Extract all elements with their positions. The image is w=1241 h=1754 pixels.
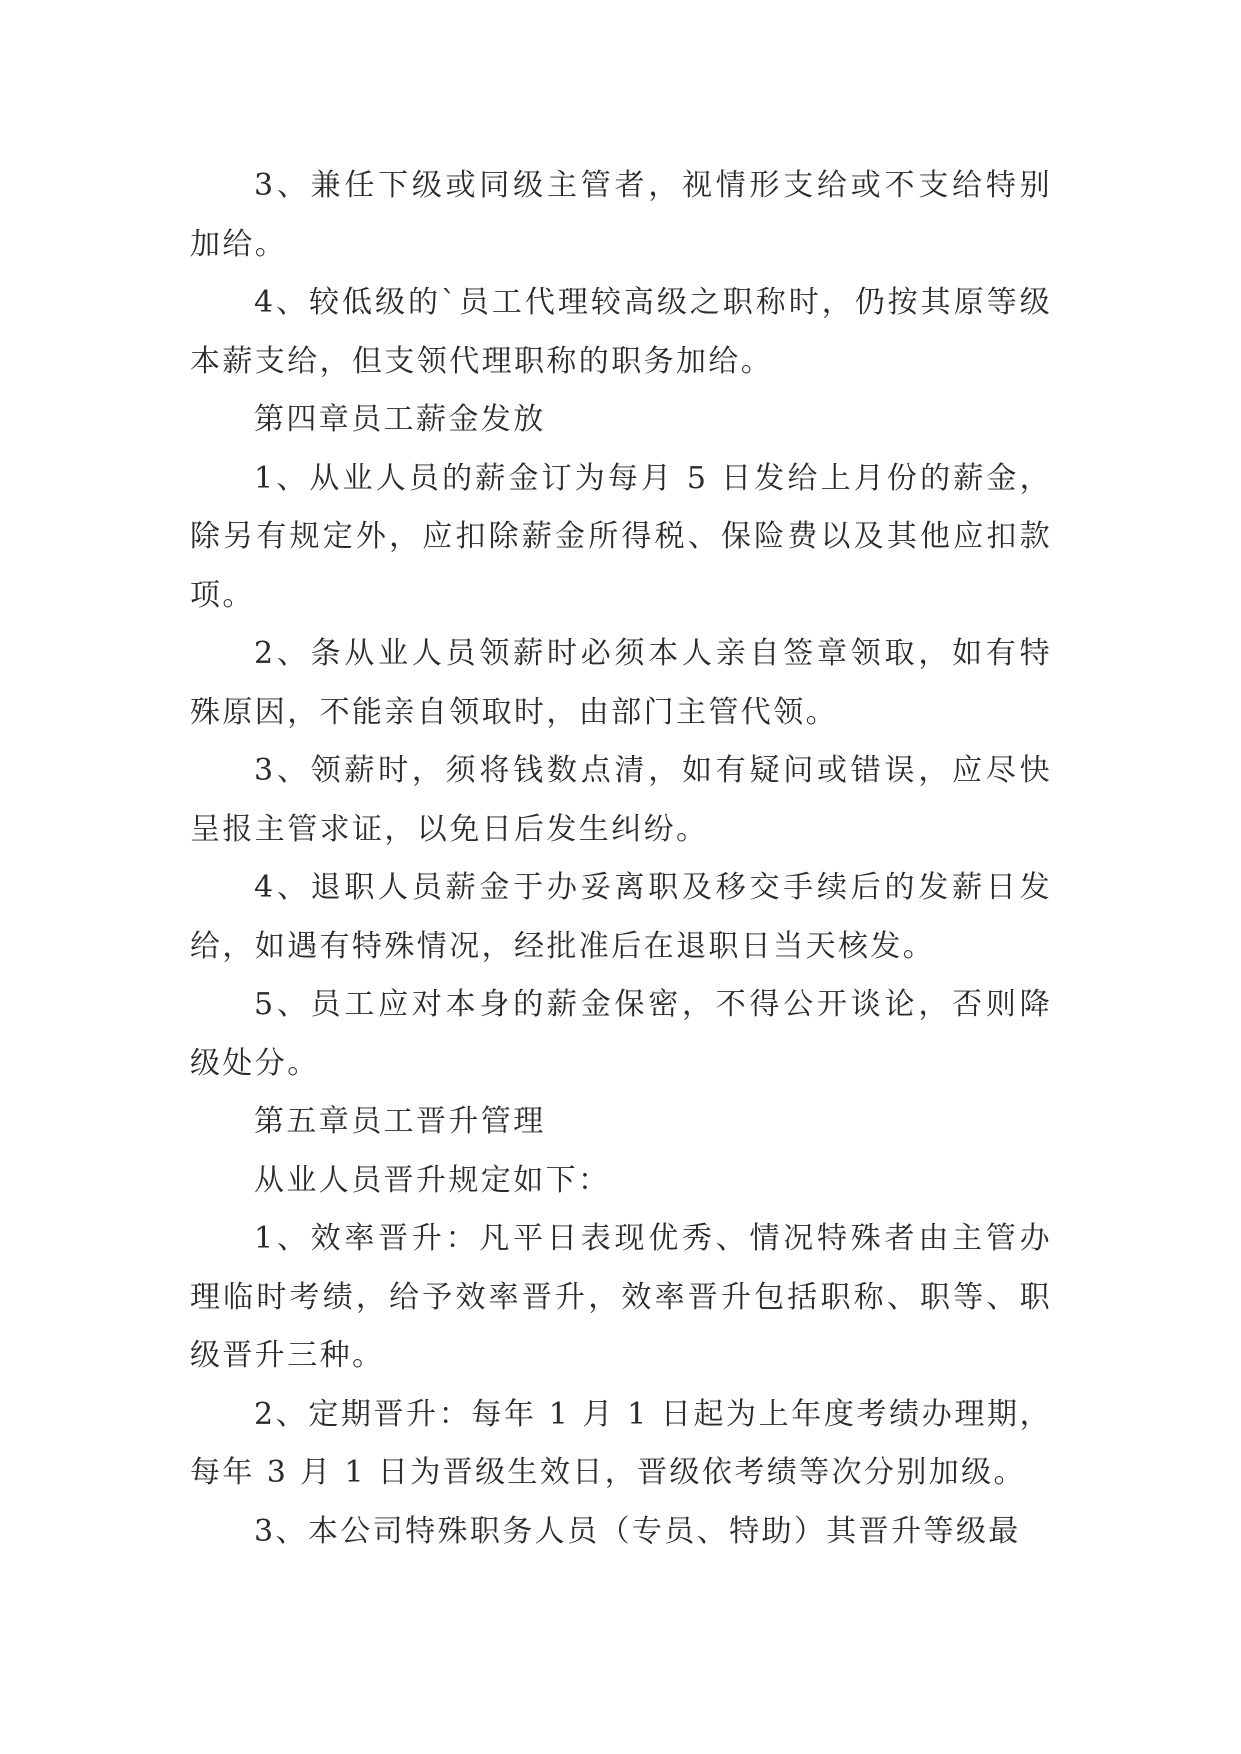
chapter-heading-5: 第五章员工晋升管理 — [254, 1104, 546, 1139]
paragraph-4: 2、条从业人员领薪时必须本人亲自签章领取，如有特殊原因，不能亲自领取时，由部门主管代领。 — [190, 636, 1052, 730]
paragraph-1: 3、兼任下级或同级主管者，视情形支给或不支给特别加给。 — [190, 168, 1052, 262]
paragraph-6: 4、退职人员薪金于办妥离职及移交手续后的发薪日发给，如遇有特殊情况，经批准后在退职日当天核发。 — [190, 870, 1052, 964]
paragraph-9: 1、效率晋升：凡平日表现优秀、情况特殊者由主管办理临时考绩，给予效率晋升，效率晋升包括职称、职等、职级晋升三种。 — [190, 1221, 1052, 1373]
chapter-heading-4: 第四章员工薪金发放 — [254, 402, 546, 437]
document-body — [190, 157, 1052, 1561]
paragraph-2: 4、较低级的`员工代理较高级之职称时，仍按其原等级本薪支给，但支领代理职称的职务加给。 — [190, 285, 1052, 379]
paragraph-3: 1、从业人员的薪金订为每月 5 日发给上月份的薪金，除另有规定外，应扣除薪金所得税、保险费以及其他应扣款项。 — [190, 460, 1052, 613]
paragraph-5: 3、领薪时，须将钱数点清，如有疑问或错误，应尽快呈报主管求证，以免日后发生纠纷。 — [190, 753, 1052, 847]
paragraph-11: 3、本公司特殊职务人员（专员、特助）其晋升等级最 — [254, 1513, 1021, 1549]
paragraph-7: 5、员工应对本身的薪金保密，不得公开谈论，否则降级处分。 — [190, 987, 1052, 1081]
paragraph-10: 2、定期晋升：每年 1 月 1 日起为上年度考绩办理期，每年 3 月 1 日为晋级生效日，晋级依考绩等次分别加级。 — [190, 1396, 1052, 1490]
paragraph-8: 从业人员晋升规定如下： — [254, 1162, 611, 1198]
